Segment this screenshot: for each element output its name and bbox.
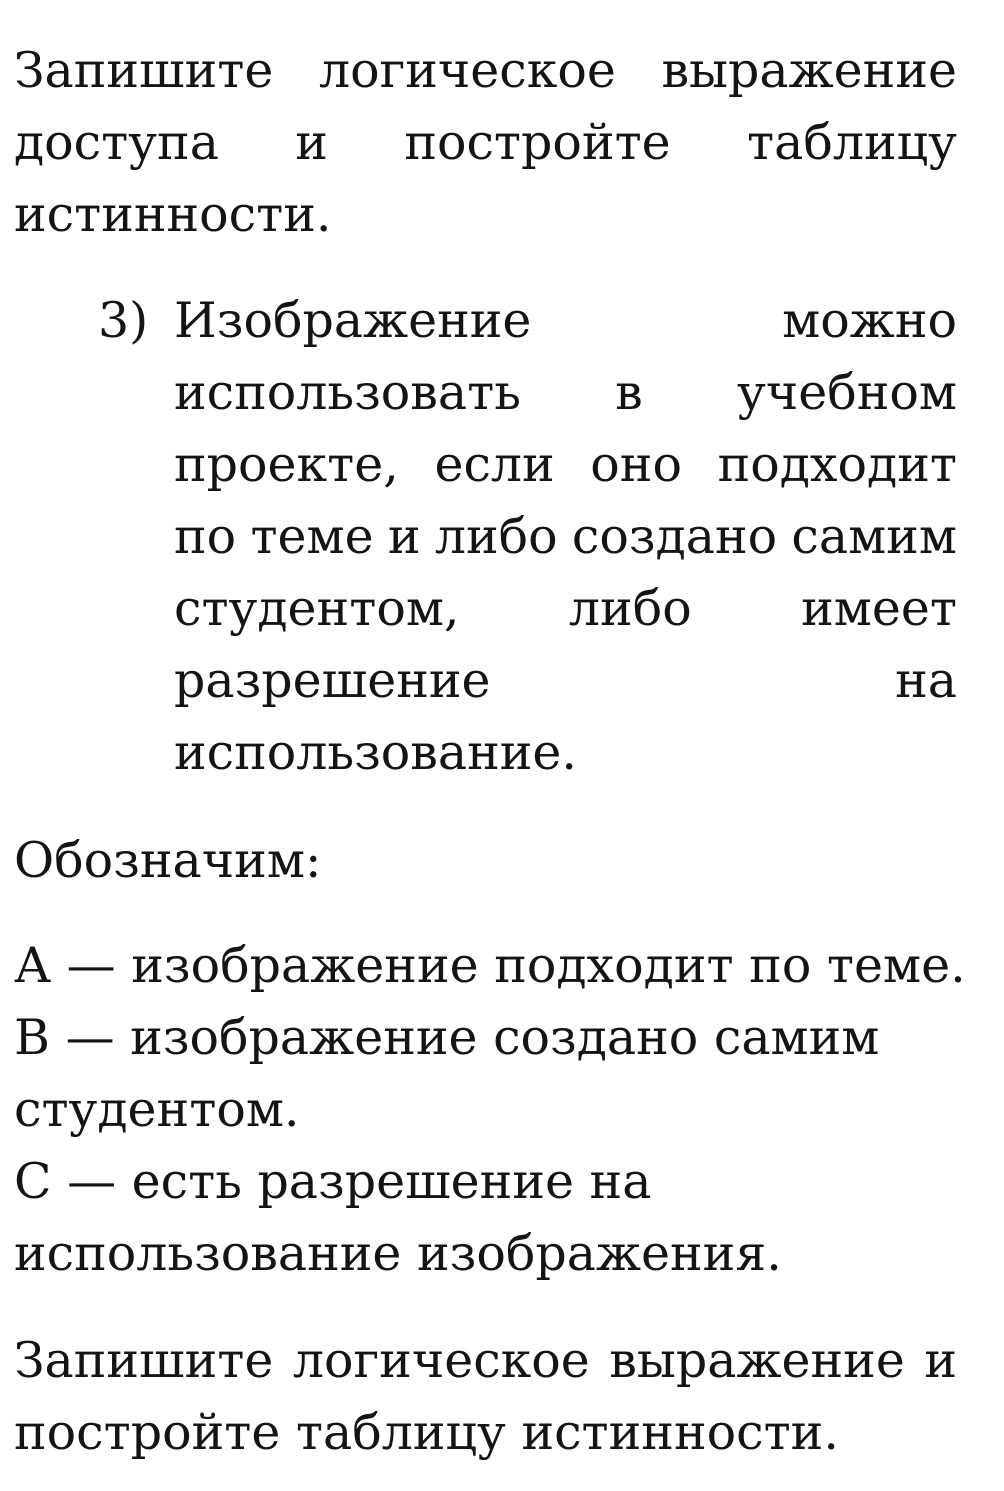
word: имеет bbox=[801, 580, 957, 637]
definition-c: С — есть разрешение на bbox=[14, 1153, 652, 1210]
item-line-3 bbox=[174, 429, 957, 501]
word: либо bbox=[434, 508, 558, 565]
word: Запишите bbox=[14, 1332, 274, 1389]
task-line-1 bbox=[14, 1325, 957, 1397]
item-line-6 bbox=[174, 645, 957, 717]
word: в bbox=[615, 364, 643, 421]
word: самим bbox=[791, 508, 957, 565]
intro-line-1 bbox=[14, 35, 957, 107]
word: подходит bbox=[717, 436, 957, 493]
word: Запишите bbox=[14, 42, 274, 99]
word: постройте таблицу истинности. bbox=[14, 1404, 839, 1461]
word: и bbox=[295, 114, 328, 171]
word: доступа bbox=[14, 114, 219, 171]
definition-b-cont: студентом. bbox=[14, 1081, 300, 1138]
definition-b: В — изображение создано самим bbox=[14, 1009, 880, 1066]
word: студентом, bbox=[174, 580, 460, 637]
item-line-5 bbox=[174, 573, 957, 645]
word: выражение bbox=[661, 42, 957, 99]
word: Изображение bbox=[174, 292, 532, 349]
word: таблицу bbox=[747, 114, 957, 171]
definitions-list bbox=[14, 930, 966, 1290]
task-paragraph bbox=[14, 1325, 957, 1469]
word: оно bbox=[590, 436, 682, 493]
word: и bbox=[924, 1332, 957, 1389]
word: проекте, bbox=[174, 436, 399, 493]
word: учебном bbox=[736, 364, 957, 421]
word: использовать bbox=[174, 364, 521, 421]
word: можно bbox=[782, 292, 957, 349]
word: выражение bbox=[609, 1332, 905, 1389]
word: если bbox=[434, 436, 555, 493]
intro-paragraph bbox=[14, 35, 957, 251]
word: истинности. bbox=[14, 186, 332, 243]
word: разрешение bbox=[174, 652, 491, 709]
word: логическое bbox=[318, 42, 616, 99]
word: теме bbox=[250, 508, 374, 565]
list-item-text bbox=[174, 285, 957, 789]
word: либо bbox=[568, 580, 692, 637]
designation-text: Обозначим: bbox=[14, 832, 322, 889]
list-marker: 3) bbox=[98, 292, 149, 349]
item-line-7 bbox=[174, 717, 957, 789]
definition-a: А — изображение подходит по теме. bbox=[14, 937, 966, 994]
intro-line-2 bbox=[14, 107, 957, 179]
item-line-4 bbox=[174, 501, 957, 573]
designation-label bbox=[14, 825, 957, 897]
word: логическое bbox=[292, 1332, 590, 1389]
word: постройте bbox=[404, 114, 671, 171]
word: создано bbox=[571, 508, 778, 565]
item-line-2 bbox=[174, 357, 957, 429]
item-line-1 bbox=[174, 285, 957, 357]
word: по bbox=[174, 508, 237, 565]
word: использование. bbox=[174, 724, 577, 781]
definition-c-cont: использование изображения. bbox=[14, 1225, 782, 1282]
word: и bbox=[387, 508, 421, 565]
intro-line-3 bbox=[14, 179, 957, 251]
task-line-2 bbox=[14, 1397, 957, 1469]
word: на bbox=[895, 652, 957, 709]
